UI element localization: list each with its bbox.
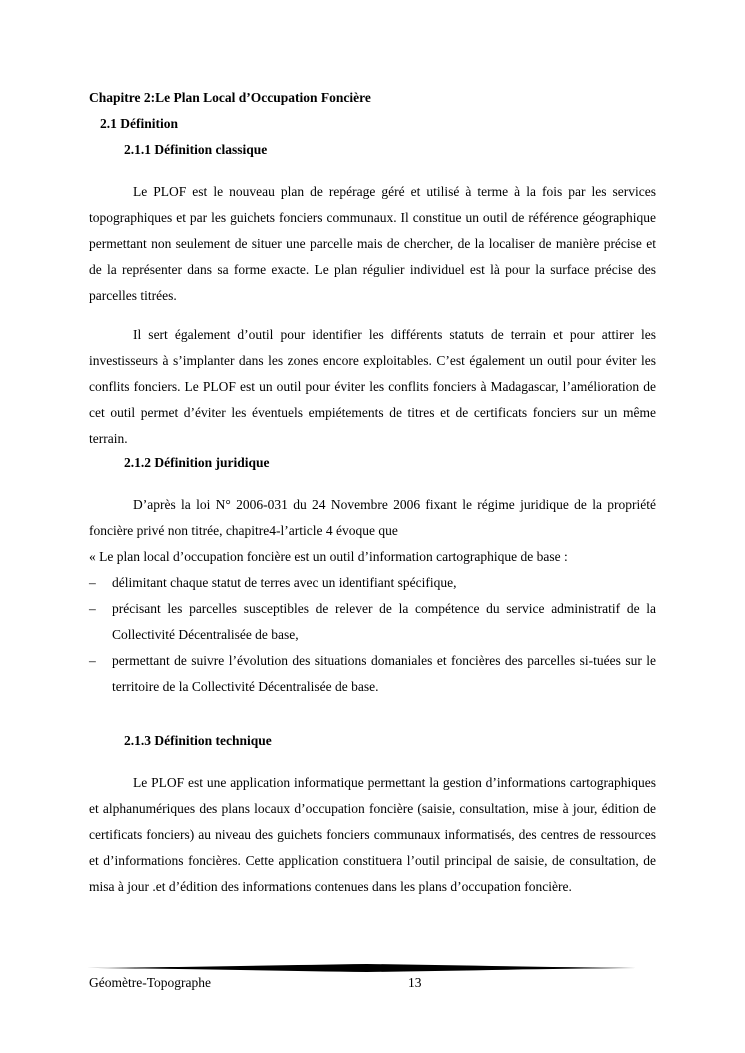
subsection-heading-2-1-1: 2.1.1 Définition classique — [124, 142, 268, 157]
subsection-heading-2-1-2: 2.1.2 Définition juridique — [124, 455, 270, 470]
paragraph-text: Le PLOF est une application informatique permettant la gestion d’informations cartographiques et alphanumériques des plans locaux d’occupation foncière (saisie, consultation, mise à jour, édition de certificats fonciers) au niveau des guichets fonciers communaux informatisés, des centres de ressources et d’informations foncières. Cette application constituera l’outil principal de saisie, de consultation, de misa à jour .et d’édition des informations contenues dans les plans d’occupation foncière. — [89, 775, 656, 894]
paragraph-text: Il sert également d’outil pour identifier les différents statuts de terrain et pour attirer les investisseurs à s’implanter dans les zones encore exploitables. C’est également un outil pour éviter les conflits fonciers. Le PLOF est un outil pour éviter les conflits fonciers à Madagascar, l’amélioration de cet outil permet d’éviter les éventuels empiétements de titres et de certificats fonciers sur un même terrain. — [89, 327, 656, 446]
page-number: 13 — [408, 975, 422, 990]
bullet-marker: – — [89, 575, 96, 590]
section-heading-2-1: 2.1 Définition — [100, 116, 179, 131]
paragraph-text: Le PLOF est le nouveau plan de repérage géré et utilisé à terme à la fois par les services topographiques et par les guichets fonciers communaux. Il constitue un outil de référence géographique permettant non seulement de situer une parcelle mais de chercher, de la localiser de manière précise et de la représenter dans sa forme exacte. Le plan régulier individuel est là pour la surface précise des parcelles titrées. — [89, 184, 656, 303]
quote-intro: « Le plan local d’occupation foncière est un outil d’information cartographique de base : — [89, 549, 568, 564]
bullet-marker: – — [89, 653, 96, 668]
paragraph-classique-1 — [89, 179, 656, 309]
footer-label: Géomètre-Topographe — [89, 975, 212, 990]
paragraph-text: D’après la loi N° 2006-031 du 24 Novembre 2006 fixant le régime juridique de la propriété foncière privé non titrée, chapitre4-l’article 4 évoque que — [89, 497, 656, 538]
bullet-item: délimitant chaque statut de terres avec un identifiant spécifique, — [112, 575, 457, 590]
paragraph-classique-2 — [89, 322, 656, 452]
bullet-item: précisant les parcelles susceptibles de relever de la compétence du service administratif de la Collectivité Décentralisée de base, — [112, 601, 656, 642]
paragraph-juridique — [89, 492, 656, 544]
bullet-marker: – — [89, 601, 96, 616]
chapter-title: Chapitre 2:Le Plan Local d’Occupation Foncière — [89, 90, 371, 105]
subsection-heading-2-1-3: 2.1.3 Définition technique — [124, 733, 272, 748]
paragraph-technique — [89, 770, 656, 900]
bullet-item: permettant de suivre l’évolution des situations domaniales et foncières des parcelles si-tuées sur le territoire de la Collectivité Décentralisée de base. — [112, 653, 656, 694]
footer-divider — [87, 962, 642, 974]
